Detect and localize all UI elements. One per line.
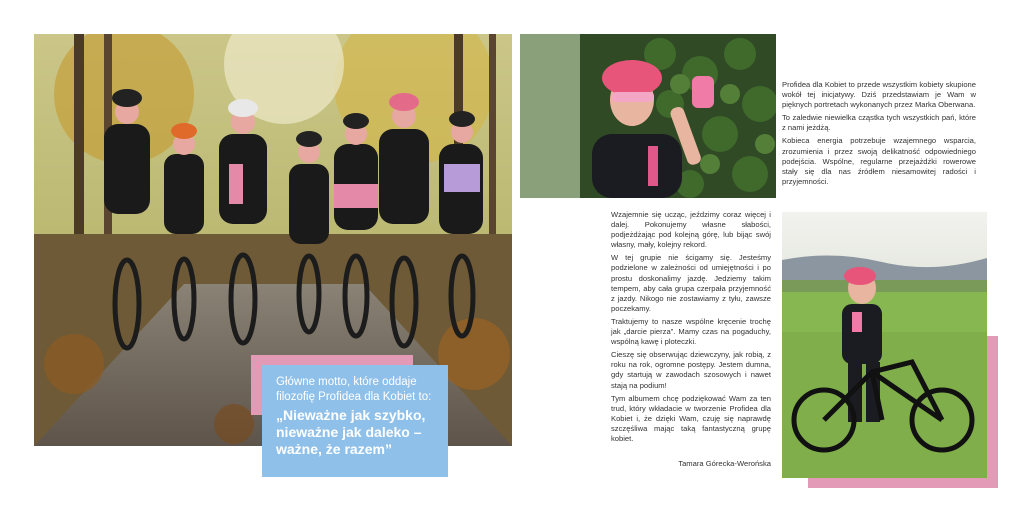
paragraph: Wzajemnie się ucząc, jeździmy coraz więcej i dalej. Pokonujemy własne słabości, podjeżdżając pod kolejną górę, lub bijąc swój własny, mały, kolejny rekord. [611,210,771,250]
paragraph: Profidea dla Kobiet to przede wszystkim kobiety skupione wokół tej inicjatywy. Dziś przedstawiam je Wam w pięknych portretach wykonanych przez Marka Oberwana. [782,80,976,110]
paragraph: To zaledwie niewielka cząstka tych wszystkich pań, które z nami jeżdżą. [782,113,976,133]
right-text-column [782,80,976,190]
paragraph: Traktujemy to nasze wspólne kręcenie trochę jak „darcie pierza”. Mamy czas na pogaduchy, wspólną kawę i ploteczki. [611,316,771,347]
middle-text-column [611,210,771,447]
author-signature: Tamara Górecka-Werońska [678,459,771,468]
paragraph: Tym albumem chcę podziękować Wam za ten trud, który wkładacie w tworzenie Profidea dla Kobiet i, że dzięki Wam, czuję się naprawdę szczęśliwa mając taką fantastyczną grupę kobiet. [611,393,771,443]
paragraph: Kobieca energia potrzebuje wzajemnego wsparcia, zrozumienia i przez swoją delikatność odpowiedniego podejścia. Wspólne, regularne przejażdżki rowerowe stały się dla nas źródłem niesamowitej radości i przyjemności. [782,136,976,186]
paragraph: Cieszę się obserwując dziewczyny, jak robią, z roku na rok, ogromne postępy. Jestem dumna, gdy startują w zawodach szosowych i nawet stają na podium! [611,350,771,390]
cyclist-ivy-portrait-photo [520,34,776,198]
cyclist-field-portrait-photo [782,212,987,478]
quote-motto: „Nieważne jak szybko, nieważne jak daleko – ważne, że razem” [276,407,426,457]
paragraph: W tej grupie nie ścigamy się. Jesteśmy podzielone w zależności od umiejętności i po prostu doskonalimy jazdę. Jedziemy takim tempem, aby cała grupa czerpała przyjemność z jazdy. Nikogo nie zostawiamy z tyłu, zawsze poczekamy. [611,253,771,313]
motto-quote-box [262,365,448,477]
quote-intro: Główne motto, które oddaje filozofię Profidea dla Kobiet to: [276,376,432,403]
